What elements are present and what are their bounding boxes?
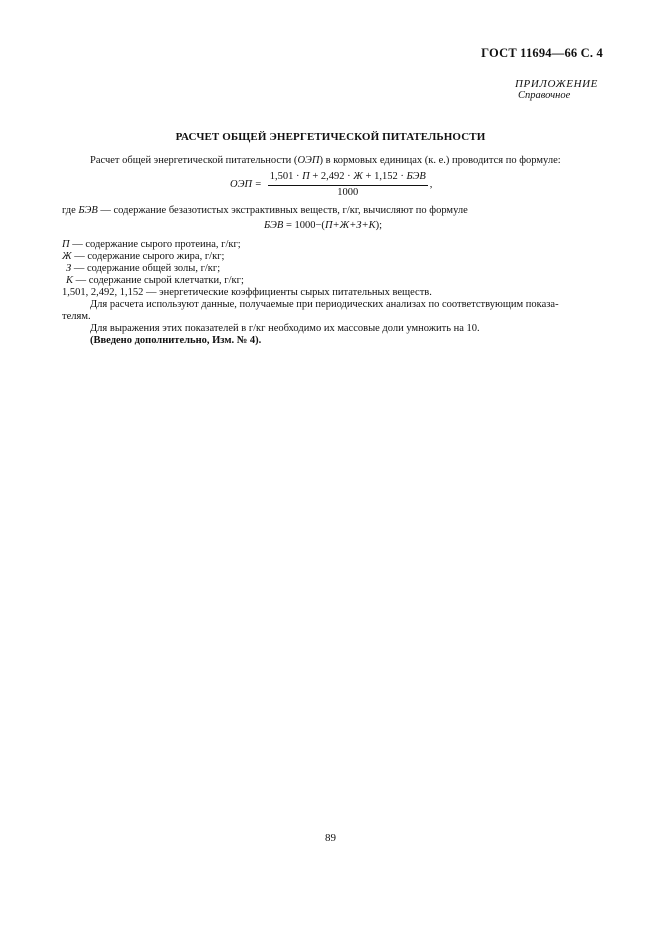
- definition-fiber: [66, 275, 244, 288]
- definition-symbol: З: [66, 263, 72, 274]
- definition-symbol: Ж: [62, 251, 72, 262]
- formula-oep-trail: ,: [429, 178, 433, 190]
- units-paragraph: Для выражения этих показателей в г/кг необходимо их массовые доли умножить на 10.: [90, 323, 480, 334]
- page-number: 89: [325, 832, 336, 844]
- definition-text: — содержание сырой клетчатки, г/кг;: [72, 275, 244, 286]
- num-term-1: 1,501 ·: [269, 171, 303, 182]
- formula-oep-lhs: ОЭП =: [230, 178, 262, 190]
- num-term-3: + 1,152 ·: [362, 171, 407, 182]
- document-header: ГОСТ 11694—66 С. 4: [481, 46, 603, 60]
- formula-oep: [230, 171, 432, 199]
- num-var-2: Ж: [353, 171, 363, 182]
- formula-bev: [264, 220, 382, 233]
- where-line: [62, 205, 468, 218]
- definition-symbol: П: [62, 239, 70, 250]
- definition-text: — содержание сырого жира, г/кг;: [71, 251, 225, 262]
- coefficients-line: 1,501, 2,492, 1,152 — энергетические коэффициенты сырых питательных веществ.: [62, 287, 432, 298]
- definition-fat: [62, 251, 224, 264]
- intro-text-before: Расчет общей энергетической питательности (: [90, 155, 298, 166]
- formula-bev-close: );: [375, 220, 382, 231]
- appendix-label: ПРИЛОЖЕНИЕ: [515, 78, 598, 90]
- analysis-paragraph-line1: Для расчета используют данные, получаемые при периодических анализах по соответствующим показа-: [90, 299, 559, 310]
- section-title: РАСЧЕТ ОБЩЕЙ ЭНЕРГЕТИЧЕСКОЙ ПИТАТЕЛЬНОСТИ: [175, 131, 486, 143]
- definition-protein: [62, 239, 241, 252]
- formula-oep-fraction: [268, 171, 428, 199]
- formula-bev-lhs: БЭВ: [264, 220, 284, 231]
- definition-text: — содержание сырого протеина, г/кг;: [69, 239, 241, 250]
- formula-bev-vars: П+Ж+З+К: [324, 220, 376, 231]
- intro-text-after: ) в кормовых единицах (к. е.) проводится по формуле:: [319, 155, 561, 166]
- definition-symbol: К: [66, 275, 73, 286]
- amendment-note: (Введено дополнительно, Изм. № 4).: [90, 335, 262, 346]
- num-term-2: + 2,492 ·: [309, 171, 354, 182]
- where-text: — содержание безазотистых экстрактивных веществ, г/кг, вычисляют по формуле: [97, 205, 468, 216]
- num-var-3: БЭВ: [406, 171, 426, 182]
- formula-oep-denominator: 1000: [337, 186, 359, 198]
- definition-text: — содержание общей золы, г/кг;: [71, 263, 221, 274]
- intro-symbol: ОЭП: [297, 155, 320, 166]
- formula-bev-eq: = 1000−(: [283, 220, 325, 231]
- where-prefix: где: [62, 205, 79, 216]
- where-symbol: БЭВ: [78, 205, 98, 216]
- definition-ash: [66, 263, 220, 276]
- appendix-subtitle: Справочное: [518, 90, 571, 101]
- num-var-1: П: [302, 171, 310, 182]
- analysis-paragraph-line2: телям.: [62, 311, 91, 322]
- intro-paragraph: [90, 155, 561, 168]
- formula-oep-numerator: [268, 171, 428, 186]
